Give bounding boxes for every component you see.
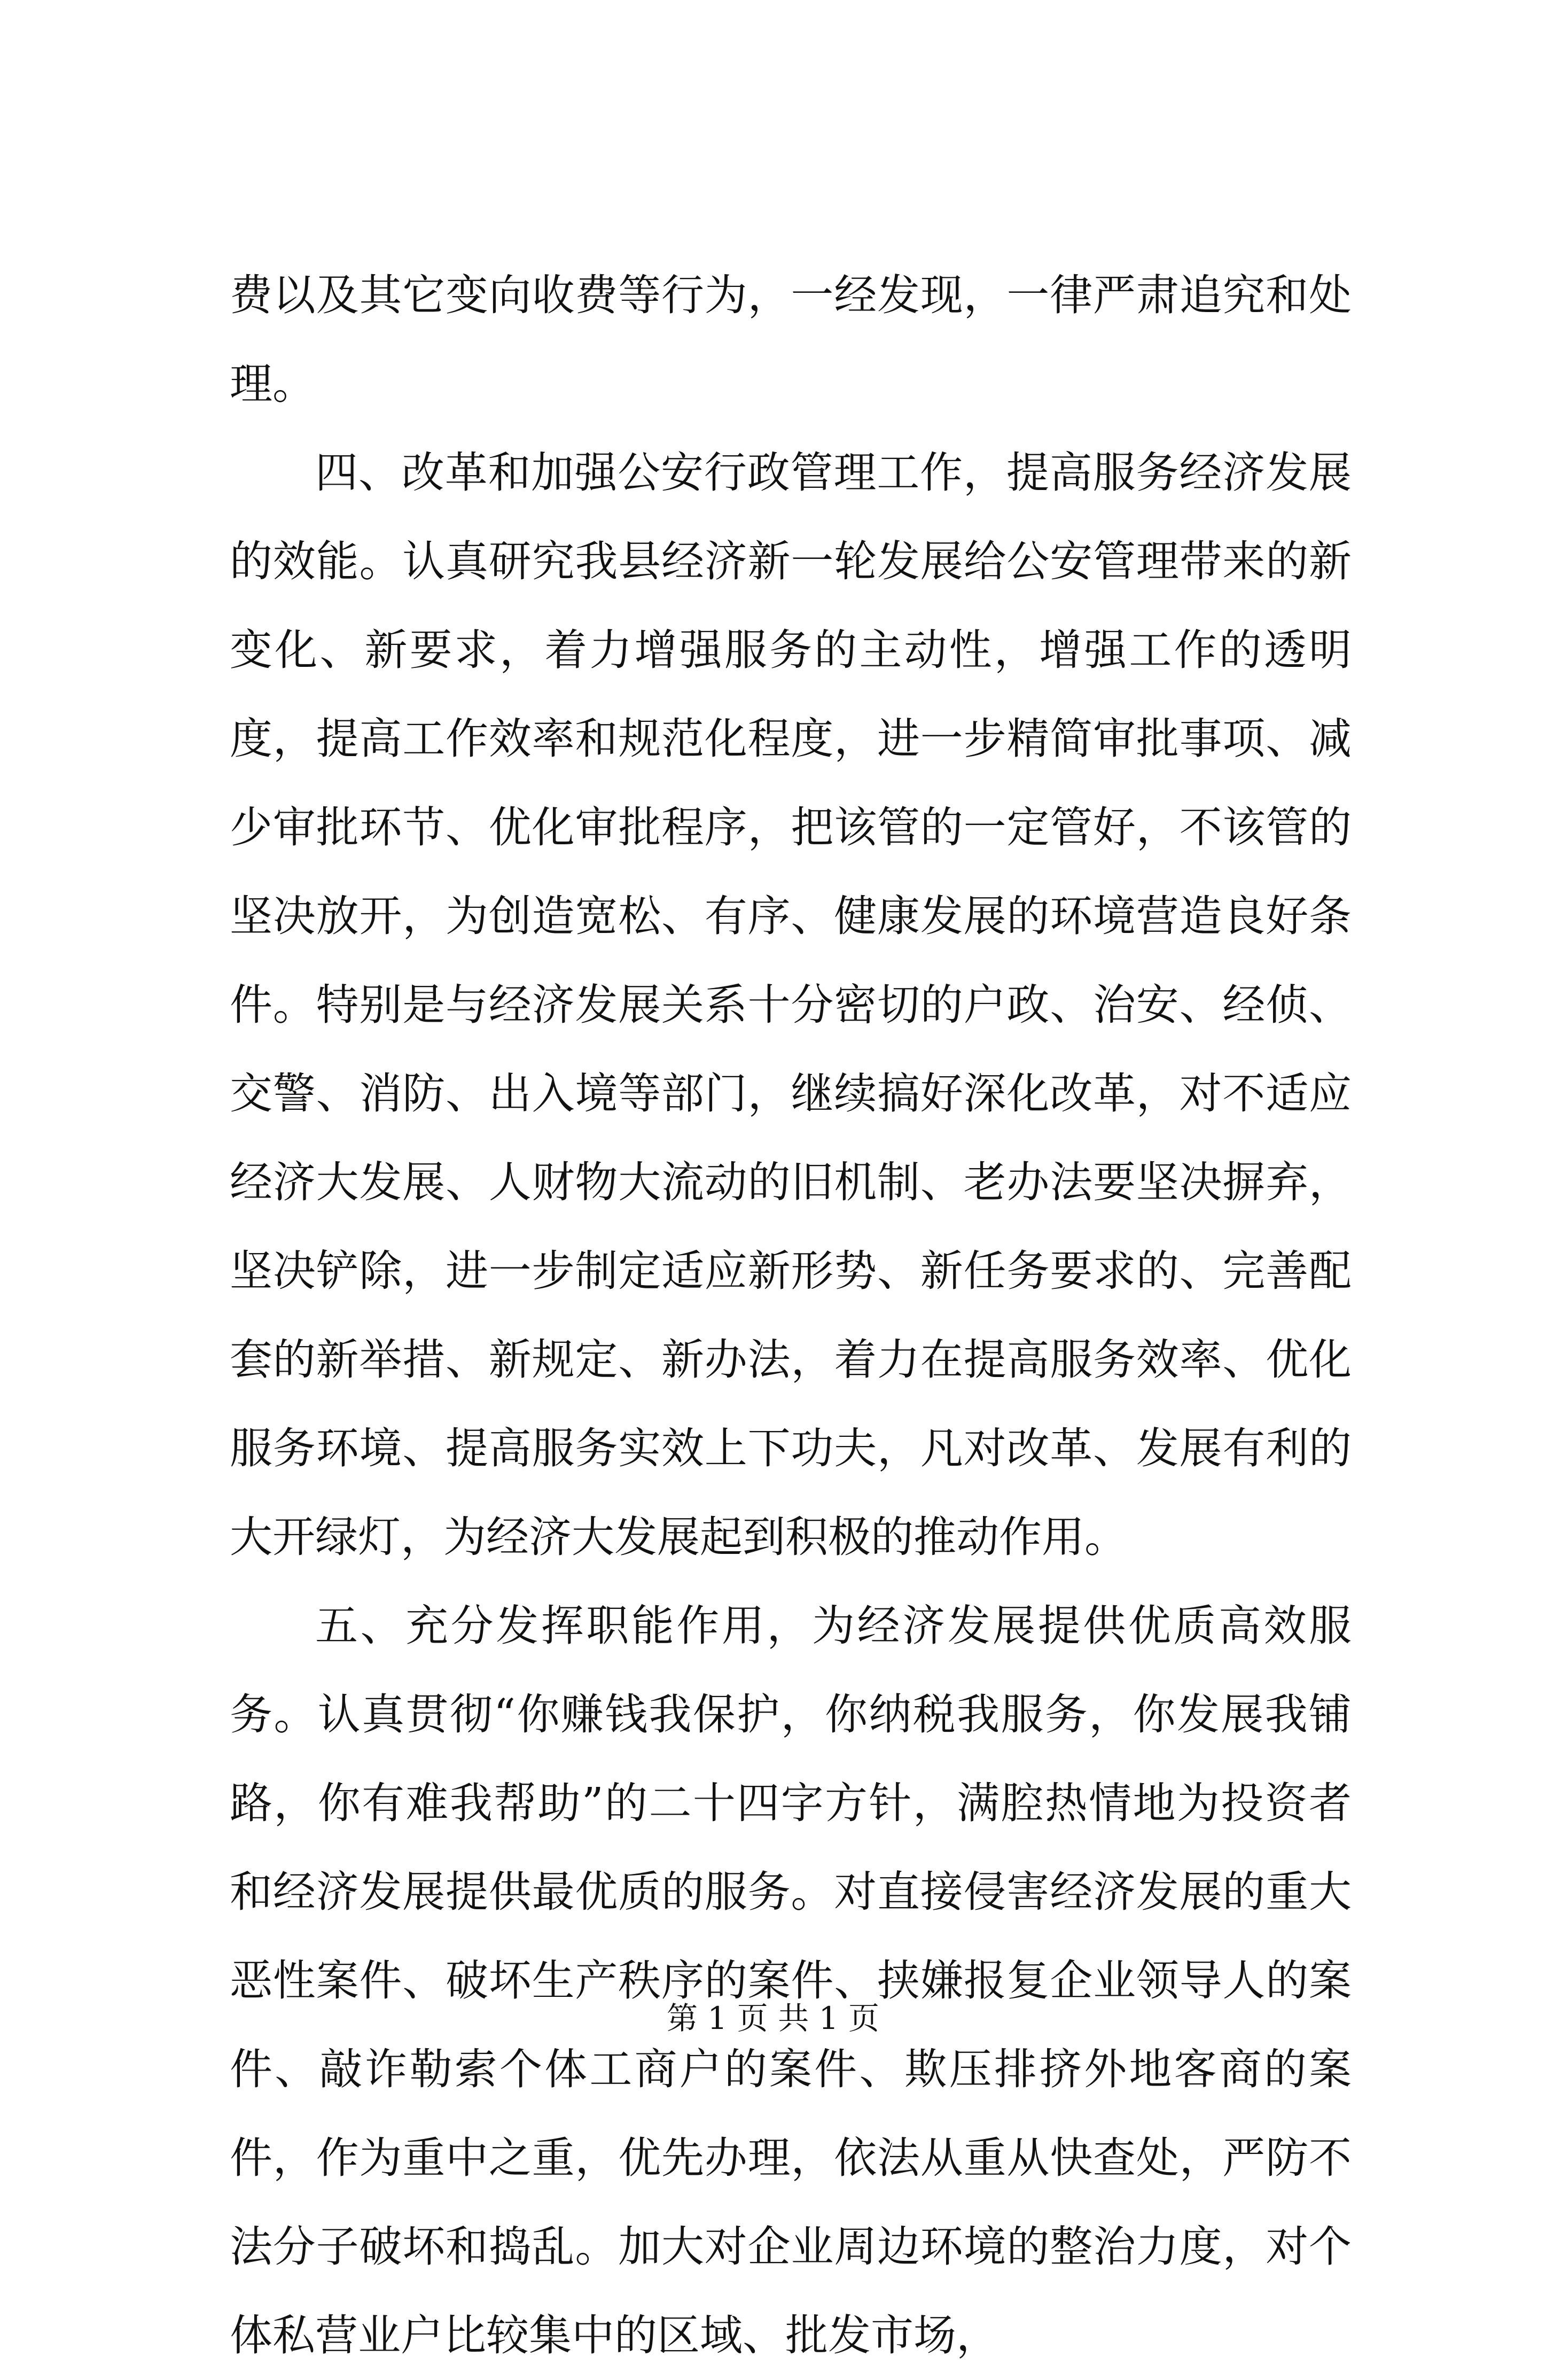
page-number-label: 第 1 页 共 1 页 xyxy=(667,2000,879,2036)
paragraph-section-five: 五、充分发挥职能作用，为经济发展提供优质高效服务。认真贯彻“你赚钱我保护，你纳税我服务，你发展我铺路，你有难我帮助”的二十四字方针，满腔热情地为投资者和经济发展提供最优质的服务。对直接侵害经济发展的重大恶性案件、破坏生产秩序的案件、挟嫌报复企业领导人的案件、敲诈勒索个体工商户的案件、欺压排挤外地客商的案件，作为重中之重，优先办理，依法从重从快查处，严防不法分子破坏和捣乱。加大对企业周边环境的整治力度，对个体私营业户比较集中的区域、批发市场， xyxy=(230,1601,1352,2360)
document-body xyxy=(230,251,1352,2380)
paragraph-section-four: 四、改革和加强公安行政管理工作，提高服务经济发展的效能。认真研究我县经济新一轮发展给公安管理带来的新变化、新要求，着力增强服务的主动性，增强工作的透明度，提高工作效率和规范化程度，进一步精简审批事项、减少审批环节、优化审批程序，把该管的一定管好，不该管的坚决放开，为创造宽松、有序、健康发展的环境营造良好条件。特别是与经济发展关系十分密切的户政、治安、经侦、交警、消防、出入境等部门，继续搞好深化改革，对不适应经济大发展、人财物大流动的旧机制、老办法要坚决摒弃，坚决铲除，进一步制定适应新形势、新任务要求的、完善配套的新举措、新规定、新办法，着力在提高服务效率、优化服务环境、提高服务实效上下功夫，凡对改革、发展有利的大开绿灯，为经济大发展起到积极的推动作用。 xyxy=(230,448,1352,1562)
paragraph-continuation: 费以及其它变向收费等行为，一经发现，一律严肃追究和处理。 xyxy=(230,270,1352,409)
page-footer xyxy=(0,2000,1546,2037)
